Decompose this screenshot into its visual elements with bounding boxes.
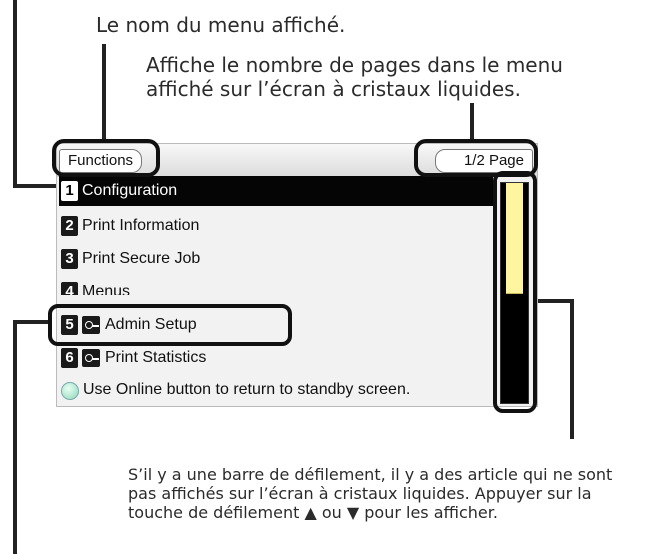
menu-title: Functions — [59, 149, 142, 173]
menu-item-label: Configuration — [82, 182, 178, 199]
menu-item-print-secure-job[interactable] — [59, 244, 493, 274]
scrollbar-annotation-line3: touche de défilement ▲ ou ▼ pour les afficher. — [128, 503, 498, 522]
menu-name-annotation: Le nom du menu affiché. — [96, 13, 346, 37]
standby-help-text — [59, 376, 493, 404]
online-button-icon — [61, 382, 79, 400]
callout-line-selected-item-h — [13, 184, 57, 188]
callout-line-key-item-v — [13, 320, 17, 554]
item-number: 5 — [61, 315, 78, 335]
menu-item-menus[interactable] — [59, 277, 493, 295]
scrollbar-annotation-line2: pas affichés sur l’écran à cristaux liquides. Appuyer sur la — [128, 484, 592, 503]
callout-line-key-item-h — [13, 320, 49, 324]
callout-line-scrollbar-v — [570, 299, 574, 439]
menu-item-label: Print Information — [82, 217, 200, 234]
menu-item-print-statistics[interactable] — [59, 343, 493, 373]
menu-item-label: Print Statistics — [105, 349, 207, 366]
scrollbar-annotation-line1: S’il y a une barre de défilement, il y a des article qui ne sont — [128, 465, 613, 484]
menu-item-label: Print Secure Job — [82, 250, 201, 267]
callout-box-menu-title — [52, 139, 160, 177]
callout-line-selected-item — [13, 0, 17, 187]
key-icon — [82, 349, 100, 367]
help-text: Use Online button to return to standby screen. — [83, 381, 411, 398]
callout-line-menu-name — [102, 44, 106, 144]
item-number: 6 — [61, 348, 78, 368]
menu-item-print-information[interactable] — [59, 211, 493, 241]
page-count-annotation-line2: affiché sur l’écran à cristaux liquides. — [146, 77, 521, 101]
menu-item-configuration[interactable] — [59, 176, 493, 206]
item-number: 3 — [61, 249, 78, 269]
lcd-screen — [56, 143, 538, 407]
callout-box-scrollbar — [493, 171, 537, 413]
item-number: 4 — [61, 282, 78, 295]
item-number: 2 — [61, 216, 78, 236]
page-count-annotation-line1: Affiche le nombre de pages dans le menu — [146, 53, 563, 77]
page-indicator: 1/2 Page — [435, 149, 533, 173]
menu-item-label: Menus — [82, 283, 131, 295]
item-number: 1 — [61, 181, 78, 201]
menu-item-label: Admin Setup — [105, 316, 197, 333]
callout-line-scrollbar-h — [536, 299, 572, 303]
callout-box-admin-setup — [48, 304, 292, 346]
